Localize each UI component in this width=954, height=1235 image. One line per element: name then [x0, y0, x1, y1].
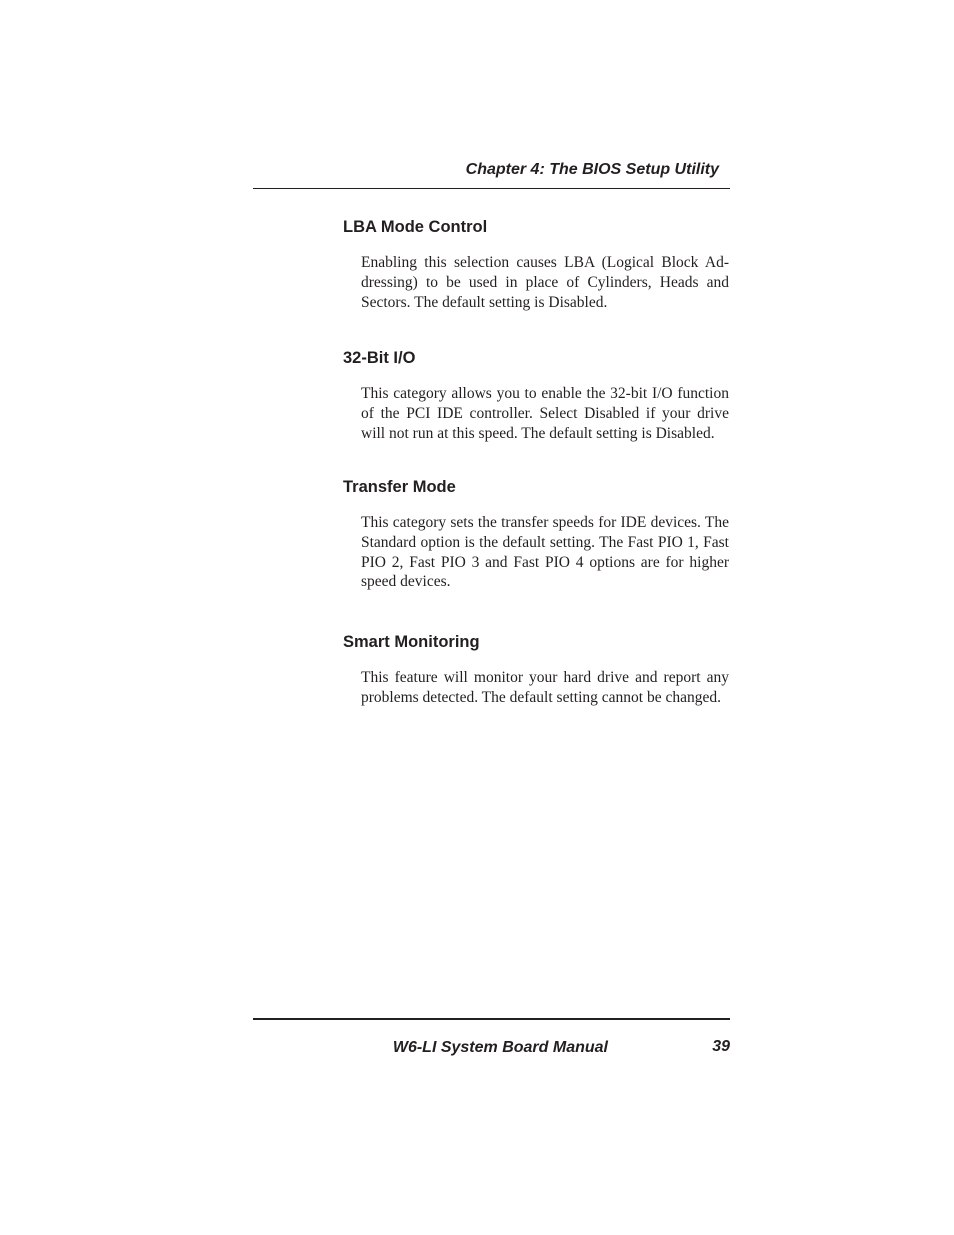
header-rule [253, 188, 730, 189]
section-heading-lba-mode-control: LBA Mode Control [343, 218, 488, 236]
section-body-transfer-mode: This category sets the transfer speeds for IDE devices. The Standard option is the default setting. The Fast PIO 1, Fast PIO 2, Fast PIO 3 and Fast PIO 4 options are for higher speed devices. [361, 514, 729, 591]
footer-rule [253, 1018, 730, 1020]
section-heading-32-bit-io: 32-Bit I/O [343, 349, 416, 367]
section-heading-smart-monitoring: Smart Monitoring [343, 633, 480, 651]
footer-manual-title: W6-LI System Board Manual [392, 1039, 608, 1056]
section-body-32-bit-io: This category allows you to enable the 32-bit I/O function of the PCI IDE controller. Select Disabled if your drive will not run at this speed. The default setting is Disabled. [361, 385, 729, 442]
section-body-smart-monitoring: This feature will monitor your hard drive and report any problems detected. The default setting cannot be changed. [361, 669, 729, 706]
running-head: Chapter 4: The BIOS Setup Utility [465, 161, 719, 178]
section-body-lba-mode-control: Enabling this selection causes LBA (Logical Block Ad-dressing) to be used in place of Cylinders, Heads and Sectors. The default setting is Disabled. [361, 254, 729, 311]
page-number: 39 [712, 1038, 730, 1055]
section-heading-transfer-mode: Transfer Mode [343, 478, 456, 496]
